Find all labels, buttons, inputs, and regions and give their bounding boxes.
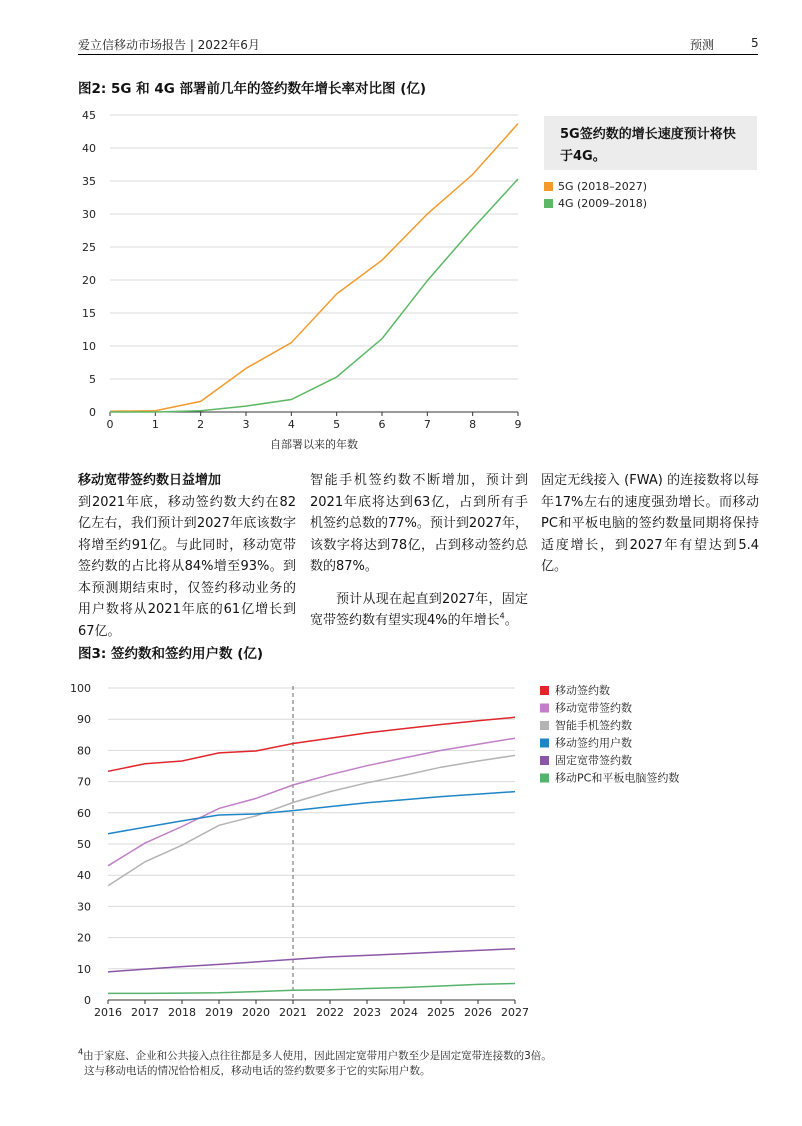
series-line (108, 738, 515, 866)
y-tick-label: 10 (77, 962, 91, 976)
y-tick-label: 5 (89, 373, 96, 386)
y-tick-label: 35 (82, 175, 96, 188)
x-tick-label: 1 (151, 418, 159, 431)
text-column-1 (78, 470, 296, 642)
legend-label: 智能手机签约数 (555, 719, 632, 732)
x-tick-label: 2020 (242, 1006, 270, 1019)
header-divider (78, 54, 758, 55)
text-column-2 (310, 470, 528, 632)
legend-label: 移动签约数 (555, 684, 610, 697)
section-label: 预测 (690, 38, 715, 52)
x-tick-label: 8 (469, 418, 477, 431)
x-tick-label: 2016 (94, 1006, 122, 1019)
x-tick-label: 2 (197, 418, 205, 431)
y-tick-label: 25 (82, 241, 96, 254)
y-tick-label: 20 (77, 931, 91, 945)
figure3-legend (536, 680, 766, 795)
x-tick-label: 3 (242, 418, 250, 431)
footnote-ref: 4 (499, 611, 505, 621)
paragraph: 智能手机签约数不断增加，预计到2021年底将达到63亿，占到所有手机签约总数的77%。预计到2027年，该数字将达到78亿，占到移动签约总数的87%。 (310, 473, 528, 574)
x-tick-label: 2023 (353, 1006, 381, 1019)
y-tick-label: 30 (77, 900, 91, 914)
y-tick-label: 40 (77, 869, 91, 883)
figure2-title: 图2: 5G 和 4G 部署前几年的签约数年增长率对比图 (亿) (78, 81, 427, 97)
y-tick-label: 60 (77, 806, 91, 820)
y-tick-label: 100 (70, 682, 91, 695)
x-tick-label: 2017 (131, 1006, 159, 1019)
footnote-marker: 4 (78, 1047, 84, 1057)
x-tick-label: 2024 (390, 1006, 418, 1019)
x-tick-label: 2027 (501, 1006, 529, 1019)
figure2-line-chart (0, 100, 540, 460)
paragraph: 固定无线接入 (FWA) 的连接数将以每年17%左右的速度强劲增长。而移动PC和平板电脑的签约数量同期将保持适度增长，到2027年有望达到5.4亿。 (541, 473, 759, 574)
legend-label: 5G (2018–2027) (558, 180, 648, 193)
legend-label: 移动PC和平板电脑签约数 (555, 771, 680, 785)
y-tick-label: 0 (84, 994, 91, 1007)
legend-swatch (544, 182, 553, 191)
x-axis-label: 自部署以来的年数 (270, 438, 358, 451)
figure3-line-chart (0, 670, 540, 1030)
paragraph-text: 预计从现在起直到2027年，固定宽带签约数有望实现4%的年增长 (310, 591, 528, 628)
series-line (110, 124, 518, 412)
x-tick-label: 2019 (205, 1006, 233, 1019)
y-tick-label: 15 (82, 307, 96, 320)
y-tick-label: 50 (77, 838, 91, 851)
figure3-title: 图3: 签约数和签约用户数 (亿) (78, 646, 264, 662)
x-tick-label: 2021 (279, 1006, 307, 1019)
y-tick-label: 0 (89, 406, 96, 419)
text-column-3 (541, 470, 759, 578)
paragraph: 到2021年底，移动签约数大约在82亿左右，我们预计到2027年底该数字将增至约91亿。与此同时，移动宽带签约数的占比将从84%增至93%。到本预测期结束时，仅签约移动业务的用户数将从2021年底的61亿增长到67亿。 (78, 494, 296, 639)
footnote (78, 1049, 758, 1079)
legend-swatch (540, 721, 549, 730)
footnote-line-2: 这与移动电话的情况恰恰相反，移动电话的签约数要多于它的实际用户数。 (84, 1065, 431, 1077)
x-tick-label: 4 (287, 418, 295, 431)
y-tick-label: 80 (77, 744, 91, 758)
paragraph-end: 。 (504, 613, 518, 628)
legend-swatch (540, 739, 549, 748)
figure2-legend (540, 176, 760, 216)
paragraph (310, 589, 528, 632)
legend-swatch (540, 704, 549, 713)
legend-label: 固定宽带签约数 (555, 754, 632, 767)
legend-label: 4G (2009–2018) (558, 197, 648, 210)
series-line (108, 984, 515, 994)
legend-swatch (544, 199, 553, 208)
figure2-callout: 5G签约数的增长速度预计将快于4G。 (544, 116, 757, 170)
y-tick-label: 20 (82, 274, 96, 287)
series-line (108, 717, 515, 771)
x-tick-label: 9 (514, 418, 522, 431)
y-tick-label: 40 (82, 142, 96, 155)
legend-swatch (540, 686, 549, 695)
legend-label: 移动宽带签约数 (555, 701, 632, 715)
y-tick-label: 90 (77, 713, 91, 727)
page-number: 5 (751, 36, 759, 50)
legend-swatch (540, 756, 549, 765)
series-line (108, 755, 515, 885)
y-tick-label: 45 (82, 109, 96, 122)
legend-label: 移动签约用户数 (555, 736, 632, 750)
legend-swatch (540, 774, 549, 783)
footnote-line-1 (78, 1049, 758, 1064)
x-tick-label: 7 (423, 418, 431, 431)
x-tick-label: 2018 (168, 1006, 196, 1019)
x-tick-label: 0 (106, 418, 114, 431)
y-tick-label: 10 (82, 340, 96, 353)
x-tick-label: 5 (333, 418, 341, 431)
section-heading: 移动宽带签约数日益增加 (78, 473, 222, 488)
x-tick-label: 2022 (316, 1006, 344, 1019)
y-tick-label: 70 (77, 775, 91, 789)
report-header-title: 爱立信移动市场报告 | 2022年6月 (78, 38, 260, 52)
x-tick-label: 2026 (464, 1006, 492, 1019)
x-tick-label: 6 (378, 418, 386, 431)
y-tick-label: 30 (82, 208, 96, 221)
x-tick-label: 2025 (427, 1006, 455, 1019)
footnote-text: 由于家庭、企业和公共接入点往往都是多人使用，因此固定宽带用户数至少是固定宽带连接数的3倍。 (83, 1050, 552, 1062)
